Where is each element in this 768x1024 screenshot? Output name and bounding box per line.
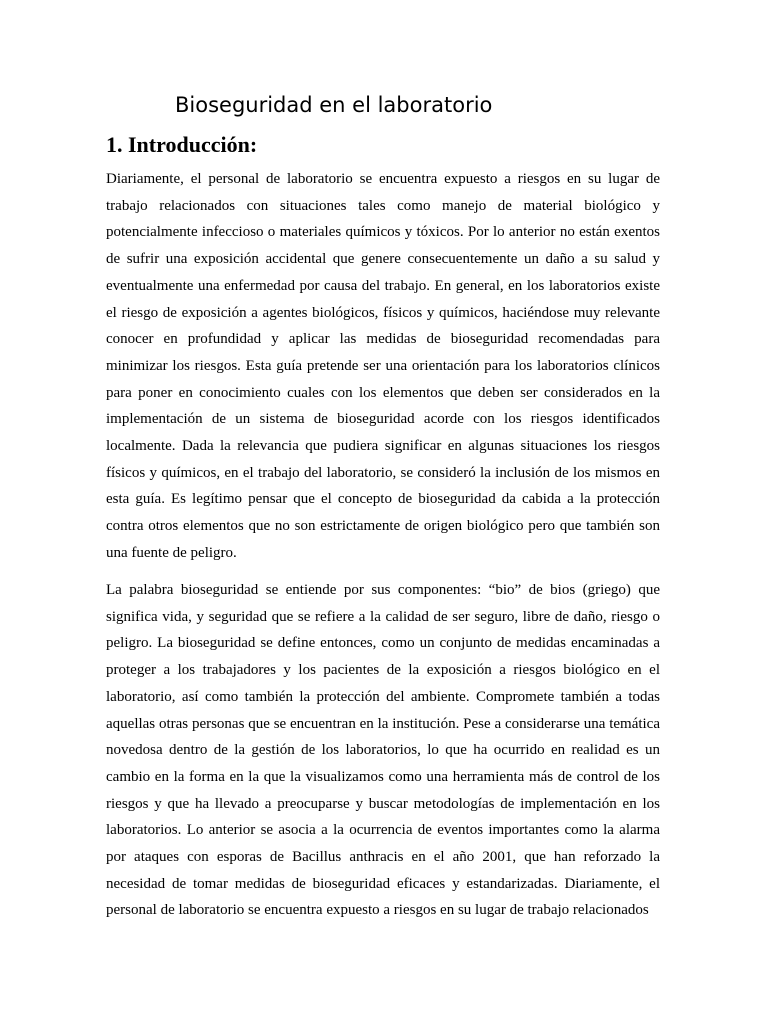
document-title: Bioseguridad en el laboratorio	[175, 93, 493, 117]
body-paragraph: Diariamente, el personal de laboratorio se encuentra expuesto a riesgos en su lugar de trabajo relacionados con situaciones tales como manejo de material biológico y potencialmente infeccioso o materiales químicos y tóxicos. Por lo anterior no están exentos de sufrir una exposición accidental que genere consecuentemente un daño a su salud y eventualmente una enfermedad por causa del trabajo. En general, en los laboratorios existe el riesgo de exposición a agentes biológicos, físicos y químicos, haciéndose muy relevante conocer en profundidad y aplicar las medidas de bioseguridad recomendadas para minimizar los riesgos. Esta guía pretende ser una orientación para los laboratorios clínicos para poner en conocimiento cuales con los elementos que deben ser considerados en la implementación de un sistema de bioseguridad acorde con los riesgos identificados localmente. Dada la relevancia que pudiera significar en algunas situaciones los riesgos físicos y químicos, en el trabajo del laboratorio, se consideró la inclusión de los mismos en esta guía. Es legítimo pensar que el concepto de bioseguridad da cabida a la protección contra otros elementos que no son estrictamente de origen biológico pero que también son una fuente de peligro.	[106, 171, 660, 561]
section-heading: 1. Introducción:	[106, 132, 258, 157]
body-paragraph: La palabra bioseguridad se entiende por sus componentes: “bio” de bios (griego) que significa vida, y seguridad que se refiere a la calidad de ser seguro, libre de daño, riesgo o peligro. La bioseguridad se define entonces, como un conjunto de medidas encaminadas a proteger a los trabajadores y los pacientes de la exposición a riesgos biológico en el laboratorio, así como también la protección del ambiente. Compromete también a todas aquellas otras personas que se encuentran en la institución. Pese a considerarse una temática novedosa dentro de la gestión de los laboratorios, lo que ha ocurrido en realidad es un cambio en la forma en la que la visualizamos como una herramienta más de control de los riesgos y que ha llevado a preocuparse y buscar metodologías de implementación en los laboratorios. Lo anterior se asocia a la ocurrencia de eventos importantes como la alarma por ataques con esporas de Bacillus anthracis en el año 2001, que han reforzado la necesidad de tomar medidas de bioseguridad eficaces y estandarizadas. Diariamente, el personal de laboratorio se encuentra expuesto a riesgos en su lugar de trabajo relacionados	[106, 582, 660, 919]
